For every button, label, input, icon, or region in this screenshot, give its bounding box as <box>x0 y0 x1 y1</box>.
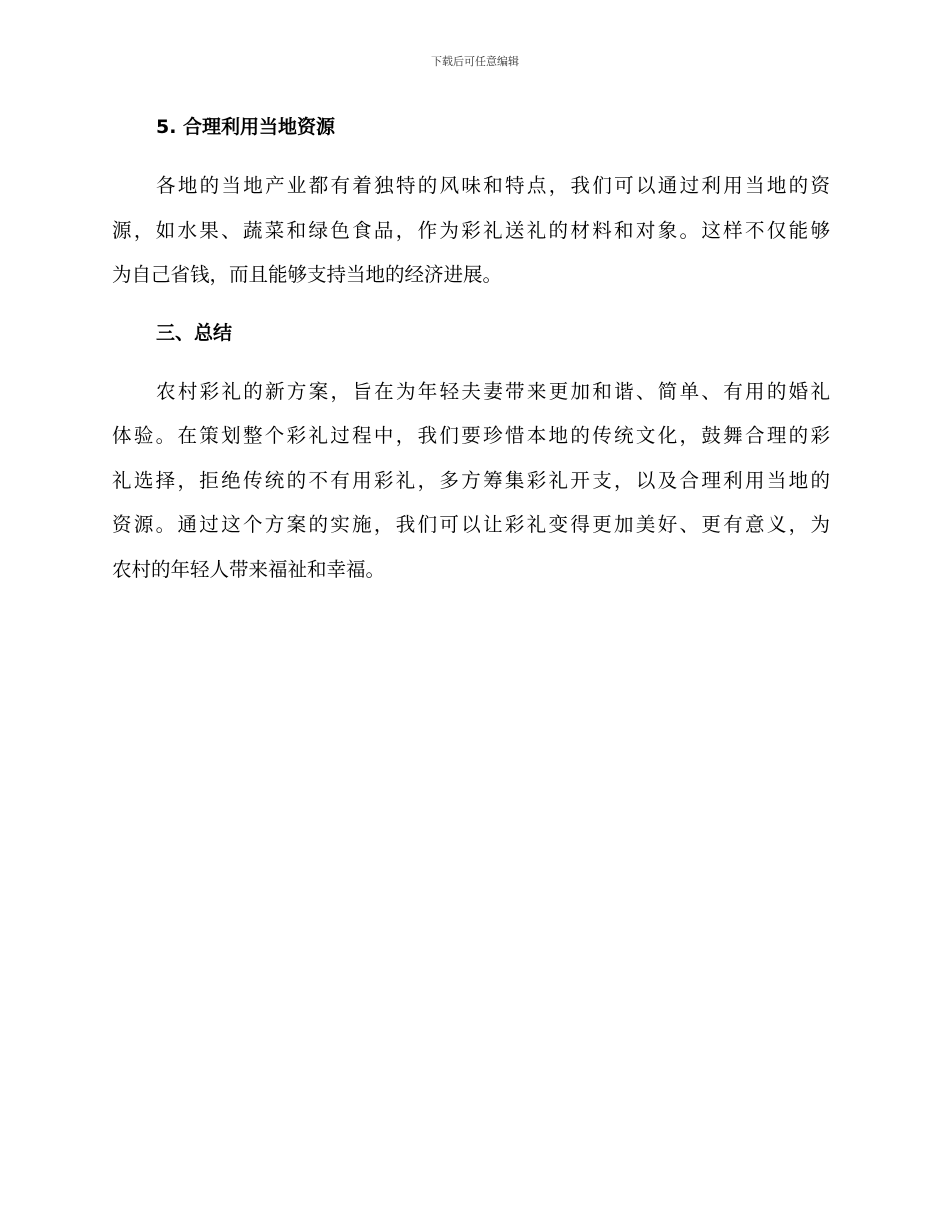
page-header: 下载后可任意编辑 <box>431 55 519 68</box>
paragraph-line: 各地的当地产业都有着独特的风味和特点，我们可以通过利用当地的资 <box>156 174 830 197</box>
paragraph-summary <box>112 370 830 593</box>
paragraph-line: 农村彩礼的新方案，旨在为年轻夫妻带来更加和谐、简单、有用的婚礼 <box>156 379 830 403</box>
paragraph-line: 体验。在策划整个彩礼过程中，我们要珍惜本地的传统文化，鼓舞合理的彩 <box>112 424 830 447</box>
paragraph-line: 资源。通过这个方案的实施，我们可以让彩礼变得更加美好、更有意义，为 <box>112 513 830 536</box>
paragraph-local-resources <box>112 164 830 298</box>
paragraph-line: 源，如水果、蔬菜和绿色食品，作为彩礼送礼的材料和对象。这样不仅能够 <box>112 218 830 242</box>
paragraph-line: 礼选择，拒绝传统的不有用彩礼，多方筹集彩礼开支，以及合理利用当地的 <box>112 468 830 492</box>
document-body <box>112 112 830 592</box>
section-heading-local-resources: 5. 合理利用当地资源 <box>156 116 336 138</box>
section-heading-summary: 三、总结 <box>156 321 233 344</box>
paragraph-line: 农村的年轻人带来福祉和幸福。 <box>112 557 386 581</box>
paragraph-line: 为自己省钱，而且能够支持当地的经济进展。 <box>112 263 503 286</box>
